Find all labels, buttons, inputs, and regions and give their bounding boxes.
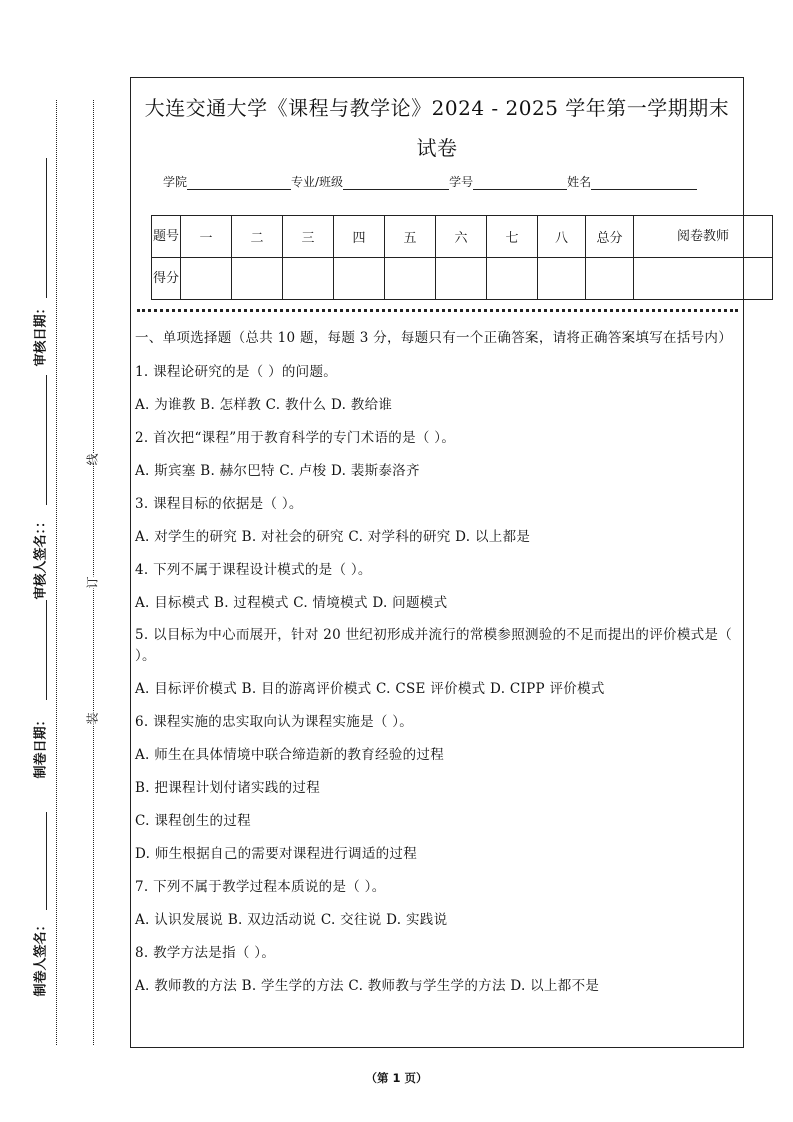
binding-dotted-line-outer	[56, 100, 57, 1045]
col-header: 一	[181, 216, 232, 258]
row-head-question-no: 题号	[152, 216, 181, 258]
col-header: 四	[334, 216, 385, 258]
col-header: 七	[487, 216, 538, 258]
question-line: A. 斯宾塞 B. 赫尔巴特 C. 卢梭 D. 裴斯泰洛齐	[135, 463, 420, 479]
major-class-label: 专业/班级	[291, 175, 344, 189]
question-line: A. 对学生的研究 B. 对社会的研究 C. 对学科的研究 D. 以上都是	[135, 529, 531, 545]
seal-char-bind: 订	[82, 576, 103, 588]
name-label: 姓名	[567, 175, 592, 189]
signature-blank-line	[46, 600, 47, 700]
signature-blank-line	[46, 812, 47, 910]
college-label: 学院	[163, 175, 188, 189]
seal-char-mount: 装	[82, 712, 103, 724]
question-line: 6. 课程实施的忠实取向认为课程实施是（ ）。	[135, 714, 414, 730]
col-header: 六	[436, 216, 487, 258]
section-single-choice	[135, 328, 741, 1008]
exam-title: 大连交通大学《课程与教学论》2024 - 2025 学年第一学期期末试卷	[144, 96, 730, 160]
score-cell-total[interactable]	[586, 258, 634, 300]
separator-line	[137, 309, 738, 312]
page-number: （第 1 页）	[365, 1071, 428, 1085]
paper-maker-signature-label: 制卷人签名：	[33, 918, 49, 997]
question-line: B. 把课程计划付诸实践的过程	[135, 780, 321, 796]
signature-blank-line	[46, 375, 47, 505]
score-cell[interactable]	[232, 258, 283, 300]
col-header-grader: 阅卷教师	[634, 216, 773, 258]
student-id-field[interactable]	[473, 177, 567, 190]
question-line: 3. 课程目标的依据是（ ）。	[135, 496, 303, 512]
score-cell[interactable]	[487, 258, 538, 300]
student-id-label: 学号	[449, 175, 474, 189]
col-header-total: 总分	[586, 216, 634, 258]
score-cell[interactable]	[538, 258, 586, 300]
col-header: 二	[232, 216, 283, 258]
question-line: 8. 教学方法是指（ ）。	[135, 945, 276, 961]
binding-dotted-line-inner	[93, 100, 94, 1045]
review-date-label: 审核日期：	[33, 301, 49, 367]
question-line: 7. 下列不属于教学过程本质说的是（ ）。	[135, 879, 386, 895]
reviewer-signature-label: 审核人签名：：	[33, 514, 49, 600]
score-cell[interactable]	[283, 258, 334, 300]
score-cell[interactable]	[181, 258, 232, 300]
score-cell[interactable]	[436, 258, 487, 300]
student-info-row	[163, 173, 697, 190]
score-cell[interactable]	[385, 258, 436, 300]
col-header: 三	[283, 216, 334, 258]
question-line: A. 目标模式 B. 过程模式 C. 情境模式 D. 问题模式	[135, 595, 448, 611]
question-line: 4. 下列不属于课程设计模式的是（ ）。	[135, 562, 372, 578]
college-field[interactable]	[187, 177, 291, 190]
score-cell-grader[interactable]	[634, 258, 773, 300]
name-field[interactable]	[591, 177, 697, 190]
question-line: A. 师生在具体情境中联合缔造新的教育经验的过程	[135, 747, 445, 763]
question-line: 1. 课程论研究的是（ ）的问题。	[135, 364, 338, 380]
question-line: A. 为谁教 B. 怎样教 C. 教什么 D. 教给谁	[135, 397, 393, 413]
question-line: D. 师生根据自己的需要对课程进行调适的过程	[135, 846, 418, 862]
paper-date-label: 制卷日期：	[33, 713, 49, 779]
question-line: C. 课程创生的过程	[135, 813, 251, 829]
signature-blank-line	[46, 158, 47, 298]
major-class-field[interactable]	[343, 177, 449, 190]
col-header: 五	[385, 216, 436, 258]
question-line: A. 教师教的方法 B. 学生学的方法 C. 教师教与学生学的方法 D. 以上都不是	[135, 978, 600, 994]
score-cell[interactable]	[334, 258, 385, 300]
question-line: 2. 首次把“课程”用于教育科学的专门术语的是（ ）。	[135, 430, 456, 446]
question-line: A. 认识发展说 B. 双边活动说 C. 交往说 D. 实践说	[135, 912, 448, 928]
col-header: 八	[538, 216, 586, 258]
seal-char-line: 线	[82, 453, 103, 465]
question-line: A. 目标评价模式 B. 目的游离评价模式 C. CSE 评价模式 D. CIPP 评价模式	[135, 681, 605, 697]
score-table	[151, 215, 773, 300]
row-head-score: 得分	[152, 258, 181, 300]
question-line: 5. 以目标为中心而展开，针对 20 世纪初形成并流行的常模参照测验的不足而提出的评价模式是（ ）。	[135, 627, 733, 664]
section-heading: 一、单项选择题（总共 10 题，每题 3 分，每题只有一个正确答案，请将正确答案填写在括号内）	[135, 330, 733, 346]
